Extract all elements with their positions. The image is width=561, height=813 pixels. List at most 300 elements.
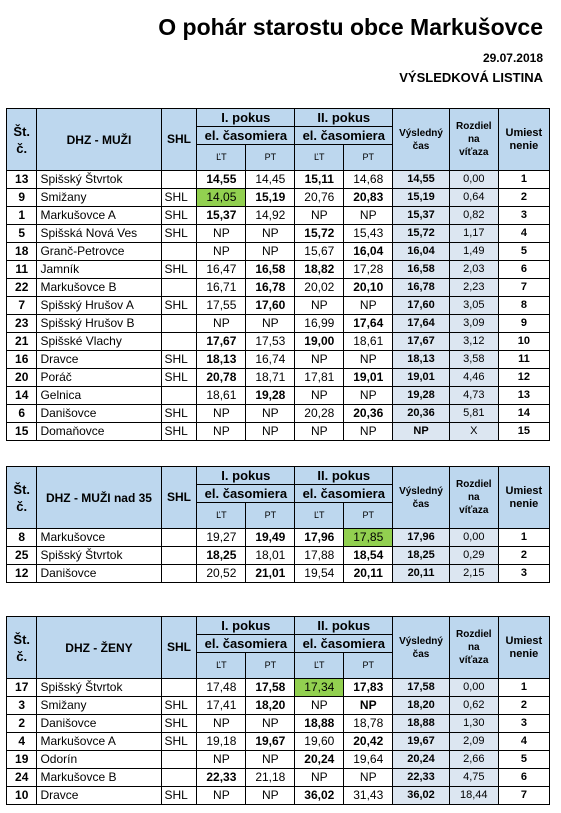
- time-lt2: 15,11: [295, 171, 344, 189]
- table-row: [7, 387, 550, 405]
- final-time: NP: [393, 423, 450, 441]
- time-pt1: NP: [246, 405, 295, 423]
- time-pt2: 16,04: [344, 243, 393, 261]
- table-row: [7, 171, 550, 189]
- time-pt1: 16,58: [246, 261, 295, 279]
- start-number: 1: [7, 207, 37, 225]
- time-lt2: 20,24: [295, 751, 344, 769]
- shl-flag: [161, 171, 197, 189]
- diff-to-winner: 4,75: [449, 769, 498, 787]
- time-pt1: 15,19: [246, 189, 295, 207]
- diff-to-winner: 0,29: [449, 547, 498, 565]
- table-row: [7, 369, 550, 387]
- table-row: [7, 207, 550, 225]
- time-pt1: 18,01: [246, 547, 295, 565]
- col-header-attempt-1: I. pokus: [197, 109, 295, 127]
- start-number: 21: [7, 333, 37, 351]
- team-name: Markušovce A: [37, 733, 161, 751]
- time-pt2: NP: [344, 769, 393, 787]
- time-pt1: 18,71: [246, 369, 295, 387]
- shl-flag: [161, 333, 197, 351]
- placement: 1: [498, 679, 549, 697]
- col-header-lt: ĽT: [295, 503, 344, 529]
- start-number: 18: [7, 243, 37, 261]
- col-header-pt: PT: [246, 145, 295, 171]
- time-pt1: 17,53: [246, 333, 295, 351]
- placement: 14: [498, 405, 549, 423]
- col-header-rank: Umiest nenie: [498, 109, 549, 171]
- table-row: [7, 315, 550, 333]
- time-lt2: 20,76: [295, 189, 344, 207]
- table-row: [7, 243, 550, 261]
- time-pt1: NP: [246, 787, 295, 805]
- final-time: 17,60: [393, 297, 450, 315]
- team-name: Spišský Štvrtok: [37, 547, 161, 565]
- shl-flag: SHL: [161, 405, 197, 423]
- time-lt2: 36,02: [295, 787, 344, 805]
- time-pt1: NP: [246, 751, 295, 769]
- placement: 1: [498, 529, 549, 547]
- team-name: Granč-Petrovce: [37, 243, 161, 261]
- time-lt2: 15,72: [295, 225, 344, 243]
- final-time: 17,96: [393, 529, 450, 547]
- placement: 7: [498, 787, 549, 805]
- start-number: 23: [7, 315, 37, 333]
- diff-to-winner: 1,49: [449, 243, 498, 261]
- team-name: Poráč: [37, 369, 161, 387]
- diff-to-winner: 0,64: [449, 189, 498, 207]
- placement: 7: [498, 279, 549, 297]
- time-lt2: NP: [295, 207, 344, 225]
- placement: 1: [498, 171, 549, 189]
- shl-flag: [161, 243, 197, 261]
- time-pt2: 17,83: [344, 679, 393, 697]
- table-row: [7, 751, 550, 769]
- start-number: 22: [7, 279, 37, 297]
- final-time: 20,24: [393, 751, 450, 769]
- diff-to-winner: 2,66: [449, 751, 498, 769]
- diff-to-winner: 1,30: [449, 715, 498, 733]
- shl-flag: SHL: [161, 733, 197, 751]
- placement: 5: [498, 243, 549, 261]
- shl-flag: SHL: [161, 189, 197, 207]
- table-row: [7, 225, 550, 243]
- shl-flag: SHL: [161, 297, 197, 315]
- start-number: 10: [7, 787, 37, 805]
- start-number: 17: [7, 679, 37, 697]
- final-time: 19,67: [393, 733, 450, 751]
- col-header-pt: PT: [246, 503, 295, 529]
- diff-to-winner: 4,46: [449, 369, 498, 387]
- placement: 3: [498, 715, 549, 733]
- col-header-final-time: Výsledný čas: [393, 617, 450, 679]
- time-pt2: NP: [344, 387, 393, 405]
- start-number: 3: [7, 697, 37, 715]
- final-time: 16,58: [393, 261, 450, 279]
- col-header-lt: ĽT: [295, 653, 344, 679]
- diff-to-winner: X: [449, 423, 498, 441]
- placement: 4: [498, 733, 549, 751]
- time-pt1: 18,20: [246, 697, 295, 715]
- start-number: 12: [7, 565, 37, 583]
- time-pt2: 18,78: [344, 715, 393, 733]
- start-number: 5: [7, 225, 37, 243]
- shl-flag: [161, 547, 197, 565]
- time-lt2: 17,81: [295, 369, 344, 387]
- time-pt2: 20,36: [344, 405, 393, 423]
- table-row: [7, 423, 550, 441]
- start-number: 19: [7, 751, 37, 769]
- col-header-lt: ĽT: [295, 145, 344, 171]
- team-name: Domaňovce: [37, 423, 161, 441]
- time-pt2: 18,54: [344, 547, 393, 565]
- event-date: 29.07.2018: [482, 51, 543, 65]
- table-row: [7, 547, 550, 565]
- time-lt1: 22,33: [197, 769, 246, 787]
- team-name: Markušovce A: [37, 207, 161, 225]
- time-lt2: NP: [295, 351, 344, 369]
- time-pt1: 21,18: [246, 769, 295, 787]
- diff-to-winner: 2,23: [449, 279, 498, 297]
- shl-flag: [161, 529, 197, 547]
- time-pt1: NP: [246, 423, 295, 441]
- team-name: Danišovce: [37, 405, 161, 423]
- shl-flag: SHL: [161, 261, 197, 279]
- final-time: 14,55: [393, 171, 450, 189]
- team-name: Spišský Štvrtok: [37, 171, 161, 189]
- team-name: Markušovce B: [37, 279, 161, 297]
- table-row: [7, 565, 550, 583]
- diff-to-winner: 0,00: [449, 679, 498, 697]
- col-header-attempt-2: II. pokus: [295, 467, 393, 485]
- table-row: [7, 697, 550, 715]
- col-header-number: Št. č.: [7, 467, 37, 529]
- col-header-attempt-1: I. pokus: [197, 467, 295, 485]
- start-number: 25: [7, 547, 37, 565]
- col-header-category: DHZ - MUŽI: [37, 109, 161, 171]
- time-lt2: NP: [295, 387, 344, 405]
- col-header-category: DHZ - MUŽI nad 35: [37, 467, 161, 529]
- table-row: [7, 769, 550, 787]
- final-time: 18,88: [393, 715, 450, 733]
- time-lt1: 18,25: [197, 547, 246, 565]
- diff-to-winner: 3,09: [449, 315, 498, 333]
- results-table: [6, 616, 550, 805]
- team-name: Odorín: [37, 751, 161, 769]
- placement: 3: [498, 565, 549, 583]
- final-time: 18,20: [393, 697, 450, 715]
- page-subtitle: VÝSLEDKOVÁ LISTINA: [399, 70, 543, 85]
- col-header-rank: Umiest nenie: [498, 617, 549, 679]
- time-pt1: NP: [246, 243, 295, 261]
- shl-flag: SHL: [161, 369, 197, 387]
- diff-to-winner: 18,44: [449, 787, 498, 805]
- time-pt2: 17,64: [344, 315, 393, 333]
- time-lt2: 19,00: [295, 333, 344, 351]
- shl-flag: SHL: [161, 697, 197, 715]
- time-lt1: 19,18: [197, 733, 246, 751]
- results-table: [6, 108, 550, 441]
- time-pt2: 19,01: [344, 369, 393, 387]
- time-pt1: NP: [246, 315, 295, 333]
- time-pt2: 18,61: [344, 333, 393, 351]
- table-row: [7, 189, 550, 207]
- time-lt2: NP: [295, 297, 344, 315]
- time-pt2: 20,83: [344, 189, 393, 207]
- time-pt1: 19,28: [246, 387, 295, 405]
- placement: 3: [498, 207, 549, 225]
- placement: 2: [498, 189, 549, 207]
- start-number: 15: [7, 423, 37, 441]
- diff-to-winner: 4,73: [449, 387, 498, 405]
- col-header-timer-2: el. časomiera: [295, 127, 393, 145]
- start-number: 6: [7, 405, 37, 423]
- placement: 9: [498, 315, 549, 333]
- team-name: Smižany: [37, 189, 161, 207]
- time-lt2: 15,67: [295, 243, 344, 261]
- time-lt2: 19,54: [295, 565, 344, 583]
- time-lt1: 17,48: [197, 679, 246, 697]
- placement: 2: [498, 697, 549, 715]
- time-pt2: 17,85: [344, 529, 393, 547]
- final-time: 22,33: [393, 769, 450, 787]
- final-time: 17,58: [393, 679, 450, 697]
- time-pt1: 16,78: [246, 279, 295, 297]
- placement: 12: [498, 369, 549, 387]
- table-row: [7, 733, 550, 751]
- time-lt1: NP: [197, 787, 246, 805]
- col-header-attempt-2: II. pokus: [295, 109, 393, 127]
- table-row: [7, 261, 550, 279]
- time-lt2: 16,99: [295, 315, 344, 333]
- final-time: 18,25: [393, 547, 450, 565]
- col-header-pt: PT: [246, 653, 295, 679]
- team-name: Markušovce: [37, 529, 161, 547]
- col-header-lt: ĽT: [197, 503, 246, 529]
- col-header-final-time: Výsledný čas: [393, 109, 450, 171]
- time-lt2: 17,88: [295, 547, 344, 565]
- time-lt1: 20,52: [197, 565, 246, 583]
- shl-flag: [161, 769, 197, 787]
- final-time: 19,28: [393, 387, 450, 405]
- col-header-diff: Rozdiel na víťaza: [449, 467, 498, 529]
- shl-flag: SHL: [161, 423, 197, 441]
- time-lt1: NP: [197, 715, 246, 733]
- shl-flag: SHL: [161, 715, 197, 733]
- final-time: 17,67: [393, 333, 450, 351]
- diff-to-winner: 2,03: [449, 261, 498, 279]
- time-lt2: NP: [295, 423, 344, 441]
- col-header-diff: Rozdiel na víťaza: [449, 109, 498, 171]
- final-time: 20,36: [393, 405, 450, 423]
- time-pt1: 21,01: [246, 565, 295, 583]
- diff-to-winner: 3,05: [449, 297, 498, 315]
- time-lt2: 20,02: [295, 279, 344, 297]
- time-pt1: 19,67: [246, 733, 295, 751]
- final-time: 16,04: [393, 243, 450, 261]
- placement: 2: [498, 547, 549, 565]
- col-header-pt: PT: [344, 653, 393, 679]
- time-pt1: 14,45: [246, 171, 295, 189]
- time-lt1: 14,55: [197, 171, 246, 189]
- time-pt2: 15,43: [344, 225, 393, 243]
- time-lt2: 18,82: [295, 261, 344, 279]
- placement: 8: [498, 297, 549, 315]
- time-pt1: NP: [246, 715, 295, 733]
- time-lt1: 17,55: [197, 297, 246, 315]
- start-number: 13: [7, 171, 37, 189]
- time-pt1: 14,92: [246, 207, 295, 225]
- diff-to-winner: 3,58: [449, 351, 498, 369]
- col-header-timer-1: el. časomiera: [197, 127, 295, 145]
- shl-flag: [161, 387, 197, 405]
- team-name: Spišské Vlachy: [37, 333, 161, 351]
- page-title: O pohár starostu obce Markušovce: [158, 14, 543, 40]
- team-name: Markušovce B: [37, 769, 161, 787]
- diff-to-winner: 3,12: [449, 333, 498, 351]
- shl-flag: [161, 565, 197, 583]
- time-pt2: NP: [344, 297, 393, 315]
- shl-flag: SHL: [161, 207, 197, 225]
- time-lt2: 19,60: [295, 733, 344, 751]
- start-number: 14: [7, 387, 37, 405]
- time-lt1: 18,61: [197, 387, 246, 405]
- col-header-timer-1: el. časomiera: [197, 485, 295, 503]
- diff-to-winner: 0,00: [449, 171, 498, 189]
- time-pt1: 19,49: [246, 529, 295, 547]
- col-header-attempt-2: II. pokus: [295, 617, 393, 635]
- start-number: 11: [7, 261, 37, 279]
- results-table: [6, 466, 550, 583]
- time-lt2: 17,34: [295, 679, 344, 697]
- final-time: 19,01: [393, 369, 450, 387]
- team-name: Dravce: [37, 787, 161, 805]
- time-lt2: NP: [295, 769, 344, 787]
- col-header-timer-2: el. časomiera: [295, 485, 393, 503]
- col-header-shl: SHL: [161, 617, 197, 679]
- col-header-number: Št. č.: [7, 617, 37, 679]
- table-row: [7, 529, 550, 547]
- time-lt1: 20,78: [197, 369, 246, 387]
- placement: 13: [498, 387, 549, 405]
- start-number: 2: [7, 715, 37, 733]
- time-pt2: 20,11: [344, 565, 393, 583]
- shl-flag: [161, 751, 197, 769]
- time-pt2: 19,64: [344, 751, 393, 769]
- team-name: Gelnica: [37, 387, 161, 405]
- table-row: [7, 333, 550, 351]
- diff-to-winner: 5,81: [449, 405, 498, 423]
- diff-to-winner: 2,15: [449, 565, 498, 583]
- placement: 4: [498, 225, 549, 243]
- col-header-timer-1: el. časomiera: [197, 635, 295, 653]
- start-number: 4: [7, 733, 37, 751]
- time-lt1: 14,05: [197, 189, 246, 207]
- time-lt1: NP: [197, 315, 246, 333]
- time-lt1: NP: [197, 423, 246, 441]
- diff-to-winner: 0,00: [449, 529, 498, 547]
- time-pt1: 17,60: [246, 297, 295, 315]
- time-lt1: 18,13: [197, 351, 246, 369]
- time-pt2: NP: [344, 697, 393, 715]
- shl-flag: SHL: [161, 787, 197, 805]
- table-row: [7, 787, 550, 805]
- diff-to-winner: 0,82: [449, 207, 498, 225]
- placement: 15: [498, 423, 549, 441]
- start-number: 9: [7, 189, 37, 207]
- start-number: 20: [7, 369, 37, 387]
- time-lt1: NP: [197, 405, 246, 423]
- team-name: Danišovce: [37, 565, 161, 583]
- col-header-number: Št. č.: [7, 109, 37, 171]
- time-lt1: 16,71: [197, 279, 246, 297]
- time-pt1: NP: [246, 225, 295, 243]
- placement: 6: [498, 261, 549, 279]
- shl-flag: [161, 679, 197, 697]
- table-row: [7, 679, 550, 697]
- table-row: [7, 351, 550, 369]
- final-time: 15,37: [393, 207, 450, 225]
- time-lt1: NP: [197, 243, 246, 261]
- col-header-lt: ĽT: [197, 653, 246, 679]
- time-pt2: 20,42: [344, 733, 393, 751]
- table-row: [7, 715, 550, 733]
- shl-flag: SHL: [161, 225, 197, 243]
- time-pt2: 20,10: [344, 279, 393, 297]
- col-header-shl: SHL: [161, 109, 197, 171]
- col-header-lt: ĽT: [197, 145, 246, 171]
- col-header-rank: Umiest nenie: [498, 467, 549, 529]
- time-pt1: 16,74: [246, 351, 295, 369]
- time-lt1: 19,27: [197, 529, 246, 547]
- diff-to-winner: 2,09: [449, 733, 498, 751]
- time-pt1: 17,58: [246, 679, 295, 697]
- time-lt2: 20,28: [295, 405, 344, 423]
- time-lt1: NP: [197, 751, 246, 769]
- final-time: 16,78: [393, 279, 450, 297]
- team-name: Dravce: [37, 351, 161, 369]
- time-pt2: 14,68: [344, 171, 393, 189]
- team-name: Smižany: [37, 697, 161, 715]
- final-time: 15,19: [393, 189, 450, 207]
- shl-flag: [161, 315, 197, 333]
- table-row: [7, 405, 550, 423]
- table-row: [7, 279, 550, 297]
- team-name: Spišský Hrušov B: [37, 315, 161, 333]
- col-header-pt: PT: [344, 503, 393, 529]
- time-pt2: 17,28: [344, 261, 393, 279]
- col-header-final-time: Výsledný čas: [393, 467, 450, 529]
- time-lt1: NP: [197, 225, 246, 243]
- final-time: 17,64: [393, 315, 450, 333]
- team-name: Spišský Štvrtok: [37, 679, 161, 697]
- time-pt2: NP: [344, 351, 393, 369]
- shl-flag: SHL: [161, 351, 197, 369]
- start-number: 7: [7, 297, 37, 315]
- final-time: 15,72: [393, 225, 450, 243]
- time-lt2: 17,96: [295, 529, 344, 547]
- diff-to-winner: 1,17: [449, 225, 498, 243]
- col-header-category: DHZ - ŽENY: [37, 617, 161, 679]
- col-header-shl: SHL: [161, 467, 197, 529]
- placement: 6: [498, 769, 549, 787]
- time-lt1: 15,37: [197, 207, 246, 225]
- time-lt1: 17,41: [197, 697, 246, 715]
- col-header-pt: PT: [344, 145, 393, 171]
- col-header-timer-2: el. časomiera: [295, 635, 393, 653]
- time-pt2: NP: [344, 423, 393, 441]
- start-number: 8: [7, 529, 37, 547]
